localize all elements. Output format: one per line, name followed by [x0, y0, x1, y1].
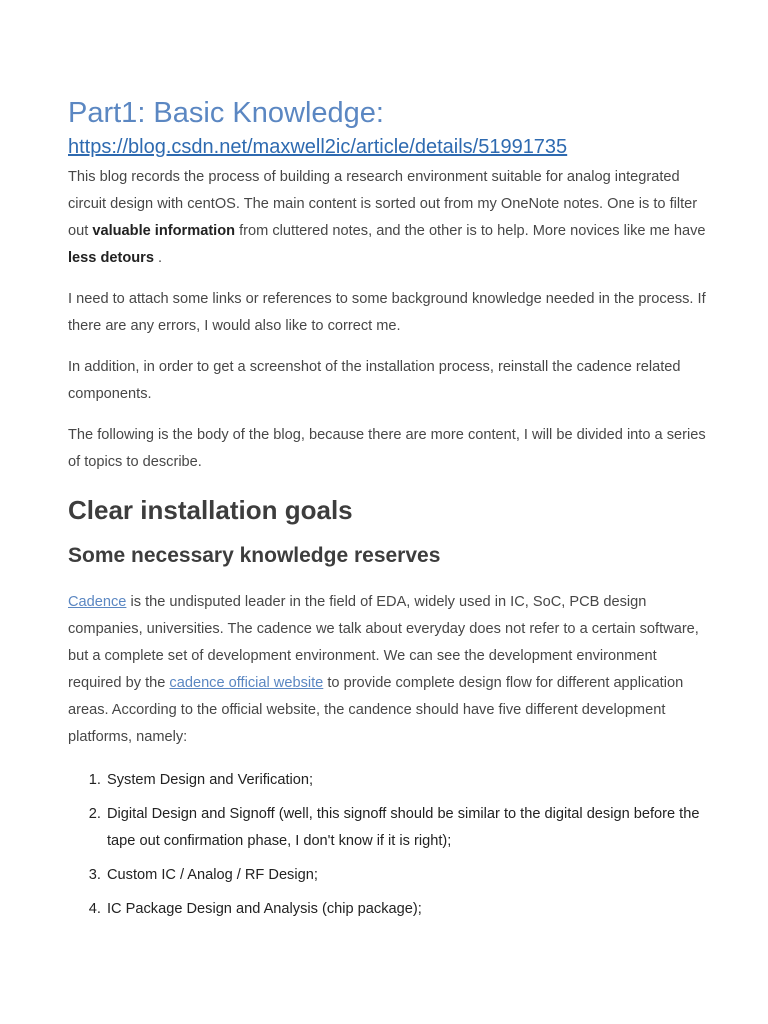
intro-paragraph-1	[68, 164, 708, 272]
reserves-text-b: to provide complete design flow for different application areas. According to the official website, the candence should have five different development platforms, namely:	[68, 674, 684, 745]
intro-paragraph-2: I need to attach some links or references to some background knowledge needed in the process. If there are any errors, I would also like to correct me.	[68, 290, 706, 334]
bold-valuable-information: valuable information	[92, 222, 236, 239]
part-title: Part1: Basic Knowledge:	[68, 97, 384, 129]
platforms-list	[68, 767, 708, 923]
bold-less-detours: less detours	[68, 249, 154, 266]
list-item: 2. Digital Design and Signoff (well, this signoff should be similar to the digital design before the tape out confirmation phase, I don't know if it is right);	[105, 801, 708, 855]
cadence-official-website-link[interactable]: cadence official website	[169, 674, 324, 691]
reserves-text-a: is the undisputed leader in the field of EDA, widely used in IC, SoC, PCB design companies, universities. The cadence we talk about everyday does not refer to a certain software, but a complete set of development environment. We can see the development environment required by the	[68, 593, 699, 691]
list-item: 1. System Design and Verification;	[105, 767, 708, 794]
part-source-link[interactable]: https://blog.csdn.net/maxwell2ic/article/details/51991735	[68, 135, 568, 158]
list-item: 4. IC Package Design and Analysis (chip package);	[105, 896, 708, 923]
intro-p1-text-b: from cluttered notes, and the other is to help. More novices like me have	[235, 222, 706, 239]
intro-p1-text-c: .	[153, 249, 163, 266]
list-item: 3. Custom IC / Analog / RF Design;	[105, 862, 708, 889]
heading-knowledge-reserves: Some necessary knowledge reserves	[68, 543, 441, 567]
reserves-paragraph	[68, 589, 708, 751]
cadence-link[interactable]: Cadence	[68, 593, 127, 610]
intro-paragraph-3: In addition, in order to get a screenshot of the installation process, reinstall the cadence related components.	[68, 358, 681, 402]
heading-installation-goals: Clear installation goals	[68, 494, 353, 525]
intro-p1-text-a: This blog records the process of building a research environment suitable for analog integrated circuit design with centOS. The main content is sorted out from my OneNote notes. One is to filter out	[68, 168, 698, 239]
intro-paragraph-4: The following is the body of the blog, because there are more content, I will be divided into a series of topics to describe.	[68, 426, 706, 470]
